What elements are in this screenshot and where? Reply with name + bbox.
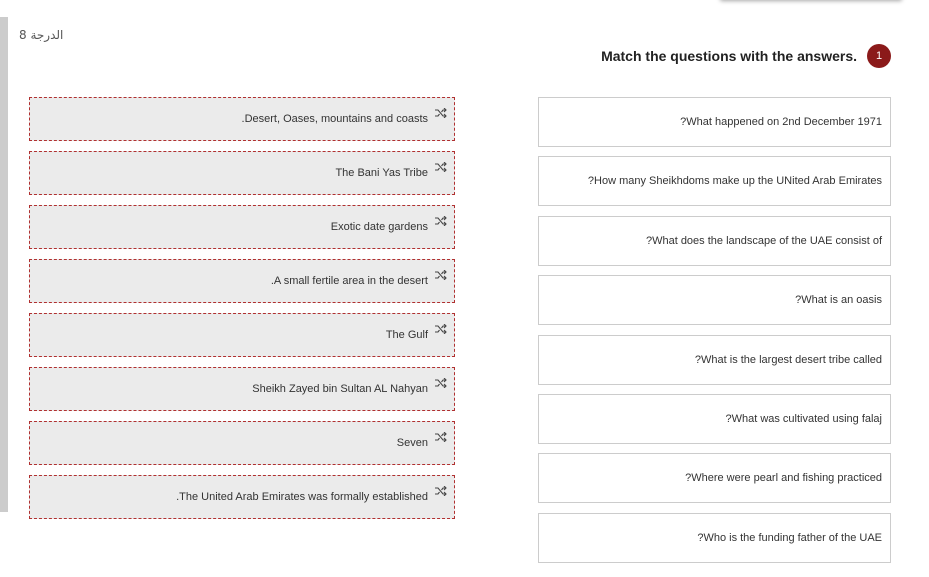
shuffle-icon — [435, 270, 447, 280]
shuffle-icon — [435, 432, 447, 442]
answer-label: The Gulf — [385, 329, 428, 341]
question-drop-target[interactable] — [538, 216, 891, 266]
left-scroll-strip — [0, 17, 8, 512]
answer-card[interactable] — [29, 313, 455, 357]
question-drop-target[interactable] — [538, 513, 891, 563]
grade-label: الدرجة 8 — [19, 28, 64, 42]
question-drop-target[interactable] — [538, 335, 891, 385]
question-label: ?What is the largest desert tribe called — [694, 353, 882, 366]
question-header — [601, 44, 891, 68]
answer-label: Seven — [396, 437, 428, 449]
shuffle-icon — [435, 324, 447, 334]
question-list — [538, 97, 891, 572]
answer-card[interactable] — [29, 205, 455, 249]
question-drop-target[interactable] — [538, 453, 891, 503]
question-number-badge: 1 — [867, 44, 891, 68]
shuffle-icon — [435, 378, 447, 388]
question-drop-target[interactable] — [538, 275, 891, 325]
answer-label: .A small fertile area in the desert — [270, 275, 428, 287]
question-title: Match the questions with the answers. — [601, 48, 857, 64]
answer-label: The Bani Yas Tribe — [335, 167, 428, 179]
question-label: ?What was cultivated using falaj — [725, 412, 882, 425]
answer-card[interactable] — [29, 421, 455, 465]
question-drop-target[interactable] — [538, 156, 891, 206]
question-drop-target[interactable] — [538, 394, 891, 444]
question-drop-target[interactable] — [538, 97, 891, 147]
answer-label: .Desert, Oases, mountains and coasts — [241, 113, 428, 125]
answer-card[interactable] — [29, 97, 455, 141]
shuffle-icon — [435, 108, 447, 118]
shuffle-icon — [435, 216, 447, 226]
question-label: ?Who is the funding father of the UAE — [697, 531, 882, 544]
answer-label: Sheikh Zayed bin Sultan AL Nahyan — [252, 383, 428, 395]
answer-label: .The United Arab Emirates was formally established — [176, 491, 428, 503]
answer-card[interactable] — [29, 259, 455, 303]
answer-label: Exotic date gardens — [330, 221, 428, 233]
question-label: ?What does the landscape of the UAE consist of — [645, 234, 882, 247]
question-label: ?How many Sheikhdoms make up the UNited Arab Emirates — [587, 175, 882, 188]
question-label: ?What is an oasis — [795, 294, 882, 307]
shuffle-icon — [435, 486, 447, 496]
answer-card[interactable] — [29, 367, 455, 411]
question-label: ?What happened on 2nd December 1971 — [680, 116, 882, 128]
answer-card[interactable] — [29, 475, 455, 519]
answer-list — [29, 97, 455, 529]
question-label: ?Where were pearl and fishing practiced — [685, 472, 882, 485]
answer-card[interactable] — [29, 151, 455, 195]
shuffle-icon — [435, 162, 447, 172]
